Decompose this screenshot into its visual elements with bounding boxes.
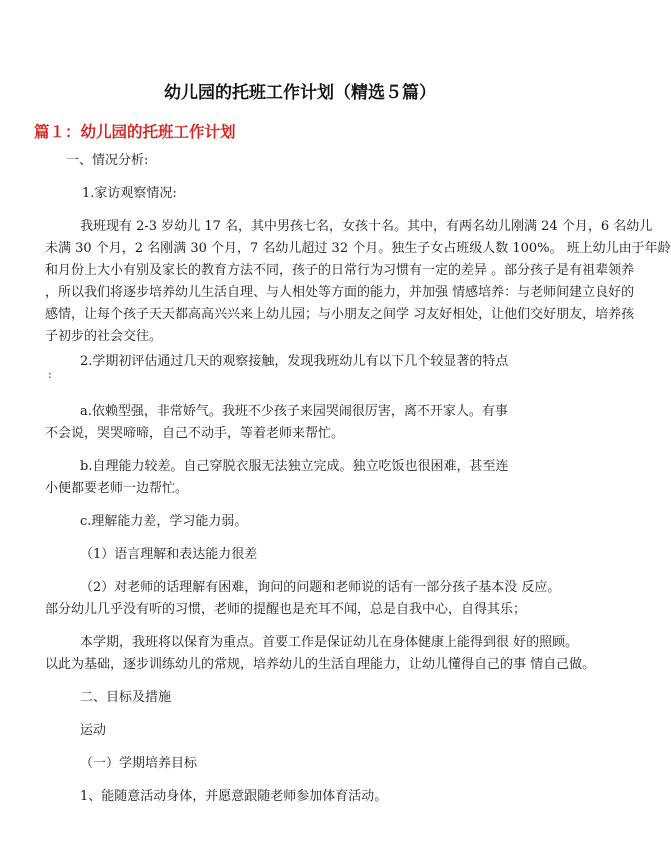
goal-item-1: 1、能随意活动身体，并愿意跟随老师参加体育活动。: [80, 789, 388, 804]
paragraph-line: 和月份上大小有别及家长的教育方法不同，孩子的日常行为习惯有一定的差异 。部分孩子是有祖辈领养: [45, 263, 635, 278]
document-title: 幼儿园的托班工作计划（精选５篇）: [164, 83, 436, 103]
goal-heading: （一）学期培养目标: [80, 756, 198, 771]
point-line: 不会说，哭哭啼啼，自己不动手，等着老师来帮忙。: [45, 426, 345, 441]
point-line: （2）对老师的话理解有困难，询问的问题和老师说的话有一部分孩子基本没 反应。: [80, 580, 561, 595]
paragraph-line: ，所以我们将逐步培养幼儿生活自理、与人相处等方面的能力，并加强 情感培养：与老师间建立良好的: [45, 285, 635, 300]
item1-heading: 1.家访观察情况:: [82, 186, 177, 201]
paragraph-line: 子初步的社会交往。: [45, 329, 163, 344]
point-line: 本学期，我班将以保育为重点。首要工作是保证幼儿在身体健康上能得到很 好的照顾。: [80, 635, 579, 650]
paragraph-line: 我班现有 2-3 岁幼儿 17 名，其中男孩七名，女孩十名。其中，有两名幼儿刚满 24 个月，6 名幼儿: [80, 219, 653, 234]
section1-heading: 一、情况分析:: [66, 153, 149, 168]
sub-point-1: （1）语言理解和表达能力很差: [80, 547, 258, 562]
point-line: 以此为基础，逐步训练幼儿的常规，培养幼儿的生活自理能力，让幼儿懂得自己的事 情自己做。: [45, 657, 596, 672]
point-line: 部分幼儿几乎没有听的习惯，老师的提醒也是充耳不闻，总是自我中心，自得其乐；: [45, 602, 527, 617]
item2-colon: :: [48, 368, 52, 381]
point-line: 小便都要老师一边帮忙。: [45, 481, 189, 496]
point-line: a.依赖型强，非常娇气。我班不少孩子来园哭闹很厉害，离不开家人。有事: [80, 404, 508, 419]
paragraph-line: 未满 30 个月，2 名刚满 30 个月，7 名幼儿超过 32 个月。独生子女占班级人数 100%。 班上幼儿由于年龄: [45, 241, 671, 256]
point-c: c.理解能力差，学习能力弱。: [80, 514, 248, 529]
paragraph-line: 感情，让每个孩子天天都高高兴兴来上幼儿园；与小朋友之间学 习友好相处，让他们交好朋友，培养孩: [45, 307, 635, 322]
point-line: b.自理能力较差。自己穿脱衣服无法独立完成。独立吃饭也很困难，甚至连: [80, 459, 509, 474]
sport-heading: 运动: [80, 723, 107, 738]
item2-heading: 2.学期初评估通过几天的观察接触，发现我班幼儿有以下几个较显著的特点: [80, 354, 509, 369]
article-subtitle: 篇１：幼儿园的托班工作计划: [34, 122, 236, 141]
section2-heading: 二、目标及措施: [80, 690, 172, 705]
